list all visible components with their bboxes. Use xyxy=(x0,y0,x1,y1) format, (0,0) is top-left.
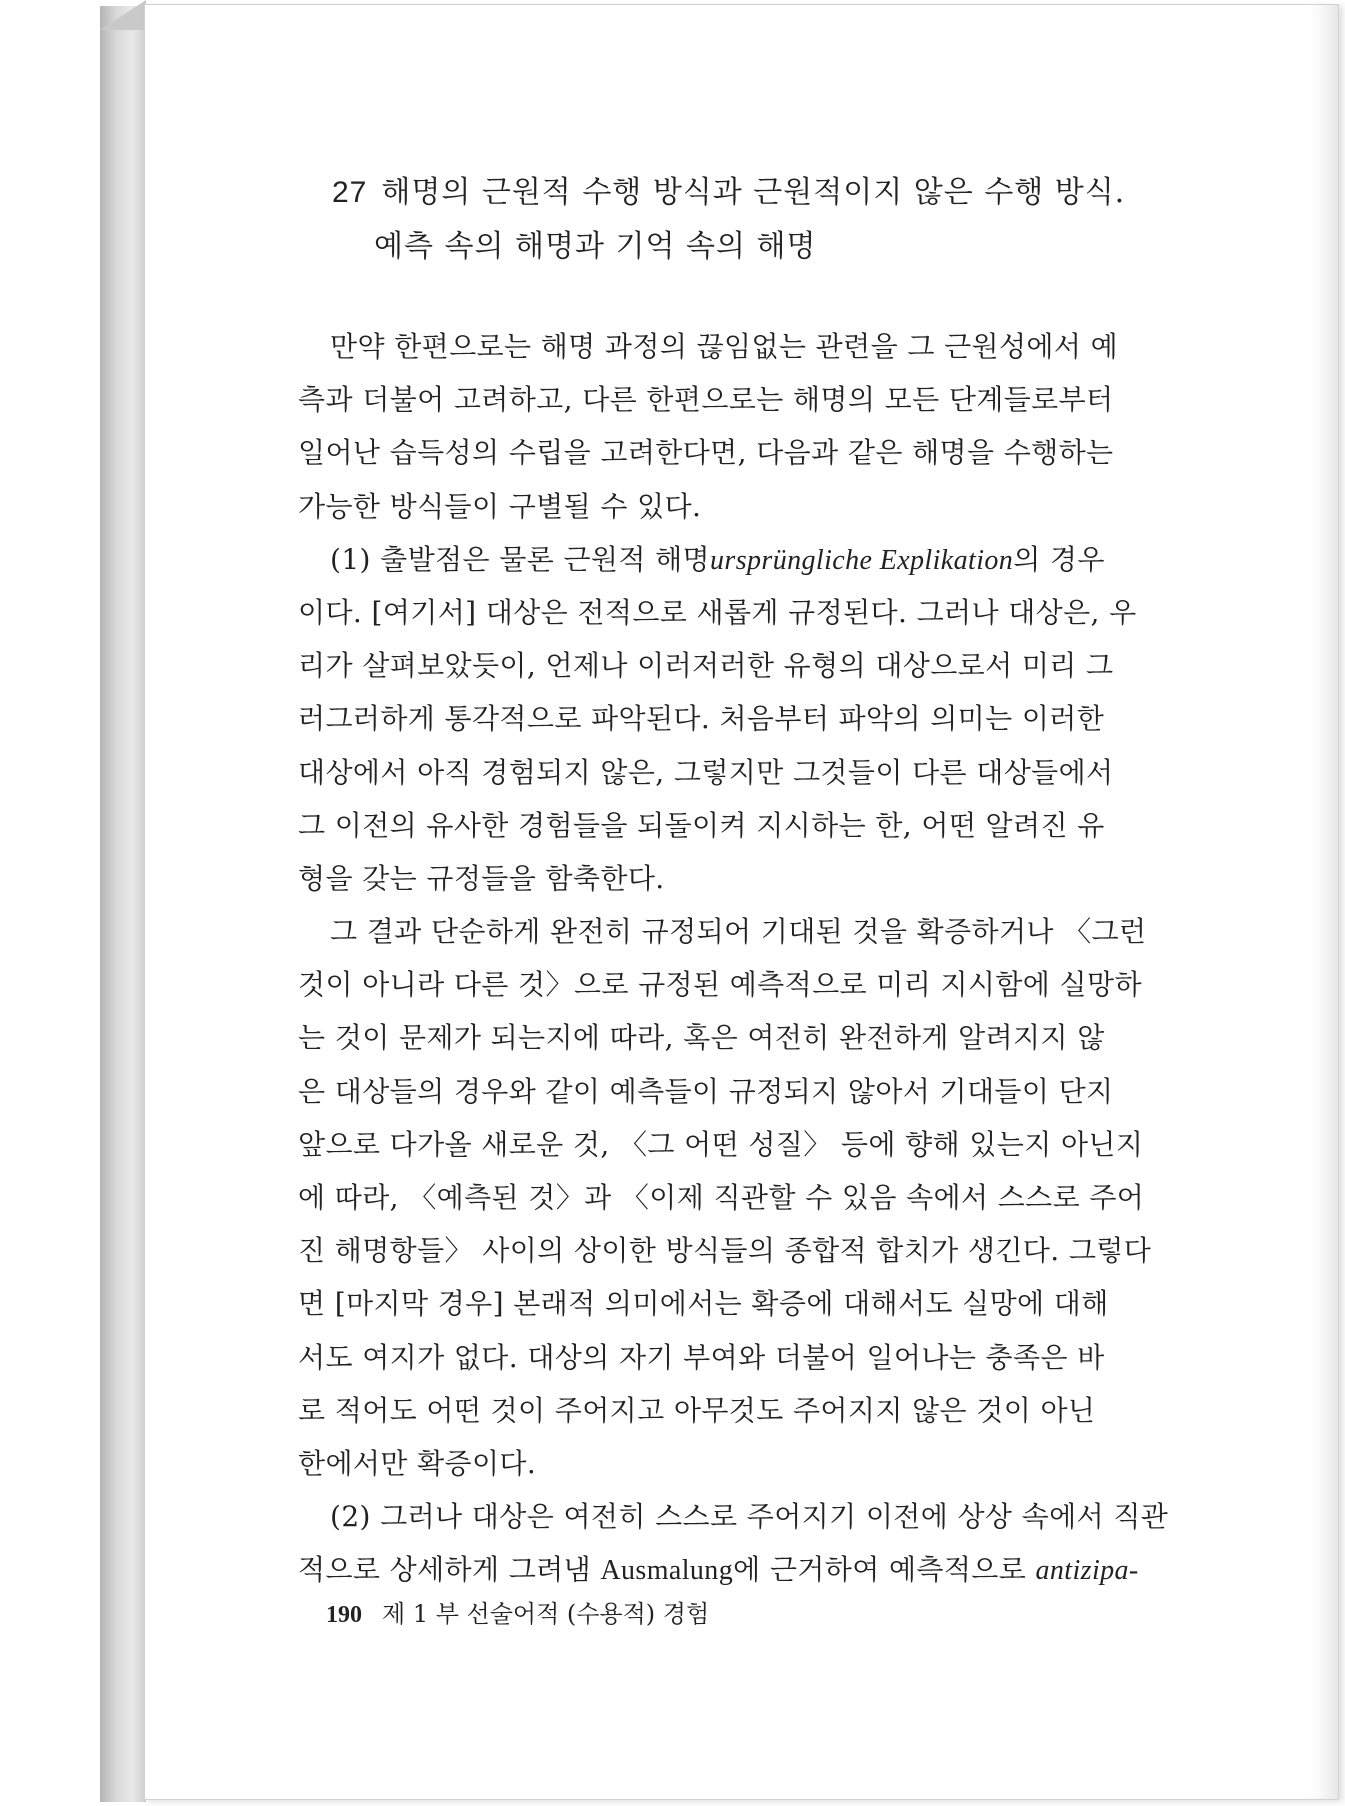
text-line: 면 [마지막 경우] 본래적 의미에서는 확증에 대해서도 실망에 대해 xyxy=(298,1287,1109,1321)
text-line: 만약 한편으로는 해명 과정의 끊임없는 관련을 그 근원성에서 예 xyxy=(330,330,1119,363)
text-span: 에 근거하여 예측적으로 xyxy=(733,1553,1036,1587)
text-line: 대상에서 아직 경험되지 않은, 그렇지만 그것들이 다른 대상들에서 xyxy=(298,755,1114,789)
page-footer xyxy=(326,1594,709,1629)
text-span: 의 경우 xyxy=(1013,542,1105,576)
page-number: 190 xyxy=(326,1602,362,1628)
text-line: 은 대상들의 경우와 같이 예측들이 규정되지 않아서 기대들이 단지 xyxy=(298,1074,1114,1108)
text-line: 가능한 방식들이 구별될 수 있다. xyxy=(298,489,702,523)
text-line: 로 적어도 어떤 것이 주어지고 아무것도 주어지지 않은 것이 아닌 xyxy=(298,1393,1096,1427)
heading-line-1 xyxy=(332,166,1202,220)
text-line: 리가 살펴보았듯이, 언제나 이러저러한 유형의 대상으로서 미리 그 xyxy=(298,649,1114,683)
text-line: 러그러하게 통각적으로 파악된다. 처음부터 파악의 의미는 이러한 xyxy=(298,702,1105,736)
book-spine xyxy=(100,6,146,1802)
heading-line-2: 예측 속의 해명과 기억 속의 해명 xyxy=(374,229,817,264)
text-span: (1) 출발점은 물론 근원적 해명 xyxy=(330,542,710,576)
section-heading xyxy=(332,166,1202,274)
section-number: 27 xyxy=(332,176,368,209)
german-term: ursprüngliche Explikation xyxy=(710,544,1014,576)
running-title: 제 1 부 선술어적 (수용적) 경험 xyxy=(382,1600,710,1628)
text-line: 그 결과 단순하게 완전히 규정되어 기대된 것을 확증하거나 〈그런 xyxy=(330,915,1147,949)
text-line: 앞으로 다가올 새로운 것, 〈그 어떤 성질〉 등에 향해 있는지 아닌지 xyxy=(298,1127,1144,1161)
german-term: antizipa- xyxy=(1035,1555,1139,1587)
body-text xyxy=(298,320,1193,1597)
text-line: 것이 아니라 다른 것〉으로 규정된 예측적으로 미리 지시함에 실망하 xyxy=(298,968,1142,1002)
text-line: 그 이전의 유사한 경험들을 되돌이켜 지시하는 한, 어떤 알려진 유 xyxy=(298,808,1105,842)
text-line: 일어난 습득성의 수립을 고려한다면, 다음과 같은 해명을 수행하는 xyxy=(298,436,1114,470)
german-term: Ausmalung xyxy=(600,1555,734,1587)
text-line: 는 것이 문제가 되는지에 따라, 혹은 여전히 완전하게 알려지지 않 xyxy=(298,1021,1105,1055)
text-line xyxy=(298,533,1193,586)
text-line: 서도 여지가 없다. 대상의 자기 부여와 더불어 일어나는 충족은 바 xyxy=(298,1340,1105,1374)
text-line: 이다. [여기서] 대상은 전적으로 새롭게 규정된다. 그러나 대상은, 우 xyxy=(298,595,1137,629)
text-line: 진 해명항들〉 사이의 상이한 방식들의 종합적 합치가 생긴다. 그렇다 xyxy=(298,1234,1152,1268)
text-line: 에 따라, 〈예측된 것〉과 〈이제 직관할 수 있음 속에서 스스로 주어 xyxy=(298,1181,1145,1214)
text-line xyxy=(298,1543,1193,1596)
text-line: 형을 갖는 규정들을 함축한다. xyxy=(298,861,665,895)
heading-title-1: 해명의 근원적 수행 방식과 근원적이지 않은 수행 방식. xyxy=(381,175,1126,210)
text-line: 측과 더불어 고려하고, 다른 한편으로는 해명의 모든 단계들로부터 xyxy=(298,383,1114,417)
text-line: 한에서만 확증이다. xyxy=(298,1446,537,1480)
text-line: (2) 그러나 대상은 여전히 스스로 주어지기 이전에 상상 속에서 직관 xyxy=(330,1500,1169,1534)
text-span: 적으로 상세하게 그려냄 xyxy=(298,1553,601,1587)
